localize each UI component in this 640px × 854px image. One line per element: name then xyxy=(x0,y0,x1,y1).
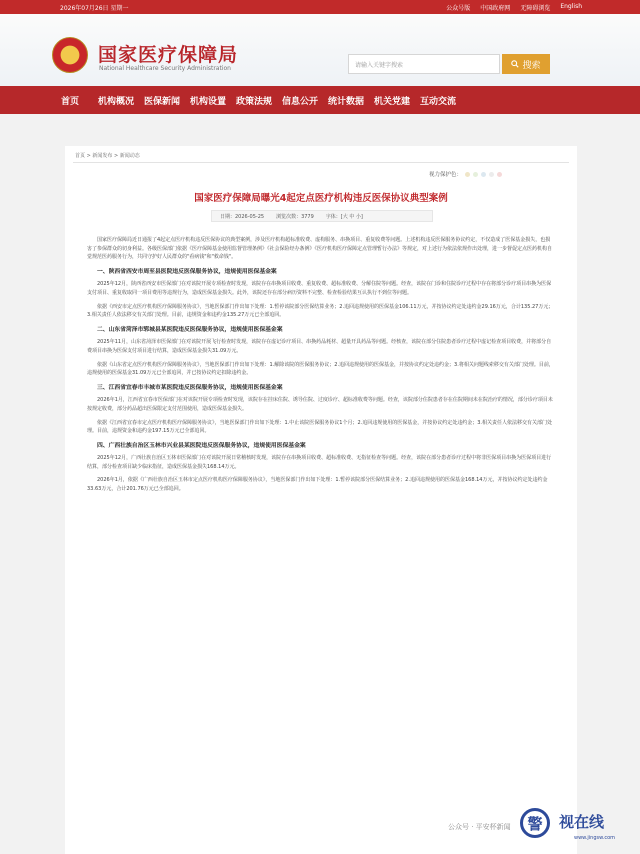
search-input[interactable]: 请输入关键字搜索 xyxy=(348,54,500,74)
nav-item-about[interactable]: 机构概况 xyxy=(97,96,134,107)
article-paragraph: 2025年11月，山东省菏泽市医保部门在对该院开展飞行检查时发现，该院存在虚记诊疗项目、串换药品耗材、超量开具药品等问题。经核查，该院在部分住院患者诊疗过程中虚记检查项目收费，并将部分自费项目串换为医保支付项目进行结算，造成医保基金损失31.09万元。 xyxy=(87,339,552,354)
section-heading: 二、山东省菏泽市郓城县某医院违反医保服务协议，违规使用医保基金案 xyxy=(97,326,283,333)
article-paragraph: 依据《江西省宜春市定点医疗机构医疗保障服务协议》，当地医保部门作出如下处理：1.中止该院医保服务协议1个月；2.追回违规使用的医保基金，并按协议约定处违约金；3.相关责任人依法移交有关部门处理。目前，违规资金和违约金197.15万元已全部追回。 xyxy=(87,419,553,435)
color-swatch[interactable] xyxy=(465,172,470,177)
watermark-logo-icon: 警 xyxy=(520,808,550,838)
eye-protection-colors xyxy=(429,170,502,178)
color-swatch[interactable] xyxy=(489,172,494,177)
article-meta xyxy=(211,210,433,222)
article-paragraph: 依据《山东省定点医疗机构医疗保障服务协议》，当地医保部门作出如下处理：1.解除该院的医保服务协议；2.追回违规使用的医保基金，并按协议约定处违约金；3.将相关问题线索移交有关部门处理。目前，违规使用的医保基金31.09万元已全部追回，并已按协议约定扣除违约金。 xyxy=(87,361,554,377)
search-button-label: 搜索 xyxy=(522,60,541,71)
nav-item-party[interactable]: 机关党建 xyxy=(373,96,410,107)
section-heading: 三、江西省宜春市丰城市某医院违反医保服务协议，违规使用医保基金案 xyxy=(97,384,283,391)
color-swatch[interactable] xyxy=(497,172,502,177)
article-paragraph: 2026年1月，依据《广西壮族自治区玉林市定点医疗机构医疗保障服务协议》，当地医保部门作出如下处理：1.暂停该院部分医保结算业务；2.追回违规使用的医保基金168.14万元，并按协议约定处违约金33.63万元，合计201.76万元已全部追回。 xyxy=(87,477,548,493)
article-paragraph: 2025年12月，广西壮族自治区玉林市医保部门在对该院开展日常稽核时发现，该院存在串换项目收费、超标准收费、无指征检查等问题。经查，该院在部分患者诊疗过程中将非医保项目串换为医保项目进行结算，部分检查项目缺少临床指征，造成医保基金损失168.14万元。 xyxy=(87,455,552,470)
top-link-wechat[interactable]: 公众号版 xyxy=(446,4,471,12)
article-date: 日期：2026-05-25 xyxy=(220,213,265,220)
article-paragraph: 国家医疗保障局近日通报了4起定点医疗机构违反医保协议的典型案例，涉及医疗机构超标准收费、虚构服务、串换项目、重复收费等问题。上述机构违反医保服务协议约定，不仅造成了医保基金损失，也损害了参保群众的切身利益。各级医保部门依据《医疗保障基金使用监督管理条例》《社会保险经办条例》《医疗机构医疗保障定点管理暂行办法》等规定，对上述行为依法依规作出处理，进一步督促定点医药机构自觉规范医药服务行为，共同守护好人民群众的"看病钱"和"救命钱"。 xyxy=(87,237,553,261)
nav-item-disclosure[interactable]: 信息公开 xyxy=(281,96,318,107)
article-body xyxy=(87,236,555,499)
section-heading: 一、陕西省西安市周至县医院违反医保服务协议，违规使用医保基金案 xyxy=(97,268,277,275)
site-name-en: National Healthcare Security Administration xyxy=(99,65,231,72)
font-size-switch[interactable]: 字体：[大 中 小] xyxy=(325,213,363,220)
nav-item-organization[interactable]: 机构设置 xyxy=(189,96,226,107)
top-links xyxy=(446,3,582,12)
site-name[interactable]: 国家医疗保障局 xyxy=(98,44,239,66)
article-paragraph: 2025年12月，陕西省西安市医保部门在对该院开展专项检查时发现，该院存在串换项目收费、重复收费、超标准收费、分解住院等问题。经查，该院在门诊和住院诊疗过程中存在将部分诊疗项目串换为医保支付项目、重复收取同一项目费用等违规行为，造成医保基金损失。此外，该院还存在部分病历资料不完整、检查检验结果互认执行不到位等问题。 xyxy=(87,281,552,296)
main-nav xyxy=(0,86,640,114)
watermark-url: www.jingsw.com xyxy=(574,835,616,841)
site-header xyxy=(0,14,640,86)
nav-item-statistics[interactable]: 统计数据 xyxy=(327,96,364,107)
top-link-english[interactable]: English xyxy=(560,2,582,10)
article-page xyxy=(65,146,577,854)
divider xyxy=(73,162,569,163)
article-paragraph: 2026年1月，江西省宜春市医保部门在对该院开展专项检查时发现，该院存在挂床住院、诱导住院、过度诊疗、超标准收费等问题。经查，该院部分住院患者存在住院期间未在院治疗的情况，部分诊疗项目未按规定收费，部分药品超出医保限定支付范围使用，造成医保基金损失。 xyxy=(87,397,553,412)
article-views: 浏览次数：3779 xyxy=(276,213,314,220)
search-icon xyxy=(511,60,519,68)
color-swatch[interactable] xyxy=(481,172,486,177)
top-link-accessibility[interactable]: 无障碍浏览 xyxy=(520,4,551,12)
search-button[interactable] xyxy=(502,54,550,74)
nav-item-interaction[interactable]: 互动交流 xyxy=(419,96,456,107)
national-emblem-icon xyxy=(52,37,88,73)
top-bar xyxy=(0,0,640,14)
color-swatch[interactable] xyxy=(473,172,478,177)
nav-item-policies[interactable]: 政策法规 xyxy=(235,96,272,107)
public-account-label: 公众号 · 平安杯新闻 xyxy=(448,823,511,831)
top-link-gov[interactable]: 中国政府网 xyxy=(480,4,511,12)
nav-item-news[interactable]: 医保新闻 xyxy=(143,96,180,107)
section-heading: 四、广西壮族自治区玉林市兴业县某医院违反医保服务协议，违规使用医保基金案 xyxy=(97,442,306,449)
breadcrumb[interactable]: 首页 > 新闻发布 > 新闻动态 xyxy=(75,153,140,159)
eye-protection-label: 视力保护色： xyxy=(429,172,463,178)
article-title: 国家医疗保障局曝光4起定点医疗机构违反医保协议典型案例 xyxy=(194,193,448,204)
article-paragraph: 依据《西安市定点医疗机构医疗保障服务协议》，当地医保部门作出如下处理：1.暂停该院部分医保结算业务；2.追回违规使用的医保基金106.11万元，并按协议约定处违约金29.16万元，合计135.27万元；3.相关责任人依法移交有关部门处理。目前，违规资金和违约金135.27万元已全部追回。 xyxy=(87,303,554,319)
nav-item-home[interactable]: 首页 xyxy=(60,96,79,107)
watermark-name: 视在线 xyxy=(559,813,605,831)
current-date: 2026年07月26日 星期一 xyxy=(60,4,129,12)
